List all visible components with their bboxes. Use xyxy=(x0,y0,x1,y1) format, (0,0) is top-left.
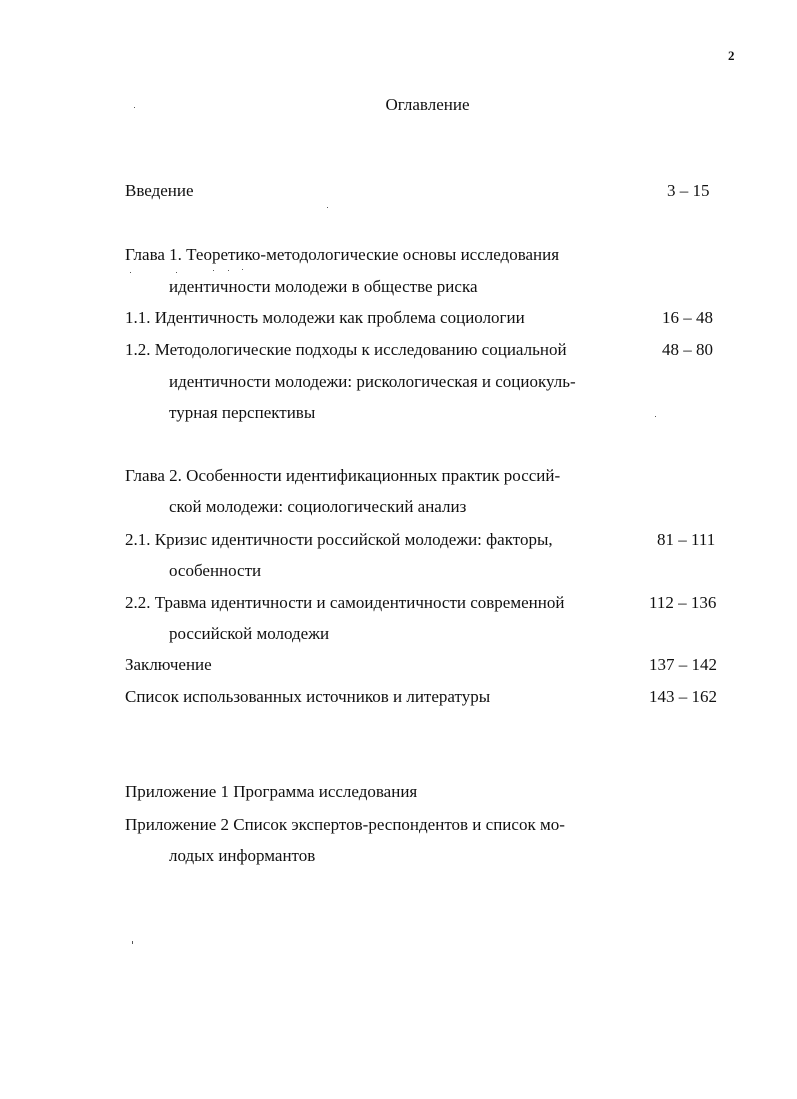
toc-entry-intro-pages: 3 – 15 xyxy=(667,181,710,200)
toc-section-2-1-pages: 81 – 111 xyxy=(657,530,716,549)
toc-appendix2-line1: Приложение 2 Список экспертов-респондентов и список мо- xyxy=(125,815,565,834)
toc-section-1-1-label: 1.1. Идентичность молодежи как проблема социологии xyxy=(125,308,525,327)
toc-appendix2-line2: лодых информантов xyxy=(169,846,316,865)
toc-entry-intro-label: Введение xyxy=(125,181,194,200)
toc-section-2-2-line1: 2.2. Травма идентичности и самоидентичности современной xyxy=(125,593,565,612)
toc-entry-conclusion-label: Заключение xyxy=(125,655,212,674)
toc-entry-bibliography-pages: 143 – 162 xyxy=(649,687,717,706)
page-title: Оглавление xyxy=(385,95,470,114)
scan-speck xyxy=(242,269,243,270)
toc-appendix1-label: Приложение 1 Программа исследования xyxy=(125,782,418,801)
toc-section-1-2-line3: турная перспективы xyxy=(169,403,316,422)
toc-section-1-2-line2: идентичности молодежи: рискологическая и социокуль- xyxy=(169,372,576,391)
page-number: 2 xyxy=(728,48,735,63)
toc-section-1-2-pages: 48 – 80 xyxy=(662,340,713,359)
scan-speck xyxy=(176,272,177,273)
toc-section-2-2-pages: 112 – 136 xyxy=(649,593,717,612)
toc-chapter1-line2: идентичности молодежи в обществе риска xyxy=(169,277,478,296)
scan-speck xyxy=(130,272,131,273)
toc-chapter1-line1: Глава 1. Теоретико-методологические основы исследования xyxy=(125,245,560,264)
scan-speck xyxy=(134,107,135,108)
scan-speck xyxy=(213,270,214,271)
toc-section-2-1-line2: особенности xyxy=(169,561,262,580)
scan-speck xyxy=(655,416,656,417)
toc-section-1-2-line1: 1.2. Методологические подходы к исследованию социальной xyxy=(125,340,567,359)
toc-entry-bibliography-label: Список использованных источников и литературы xyxy=(125,687,491,706)
scan-speck xyxy=(327,207,328,208)
toc-section-2-1-line1: 2.1. Кризис идентичности российской молодежи: факторы, xyxy=(125,530,553,549)
scan-speck xyxy=(132,941,133,944)
toc-section-2-2-line2: российской молодежи xyxy=(169,624,330,643)
scan-speck xyxy=(228,270,229,271)
toc-chapter2-line2: ской молодежи: социологический анализ xyxy=(169,497,467,516)
toc-entry-conclusion-pages: 137 – 142 xyxy=(649,655,717,674)
toc-chapter2-line1: Глава 2. Особенности идентификационных практик россий- xyxy=(125,466,561,485)
toc-section-1-1-pages: 16 – 48 xyxy=(662,308,713,327)
